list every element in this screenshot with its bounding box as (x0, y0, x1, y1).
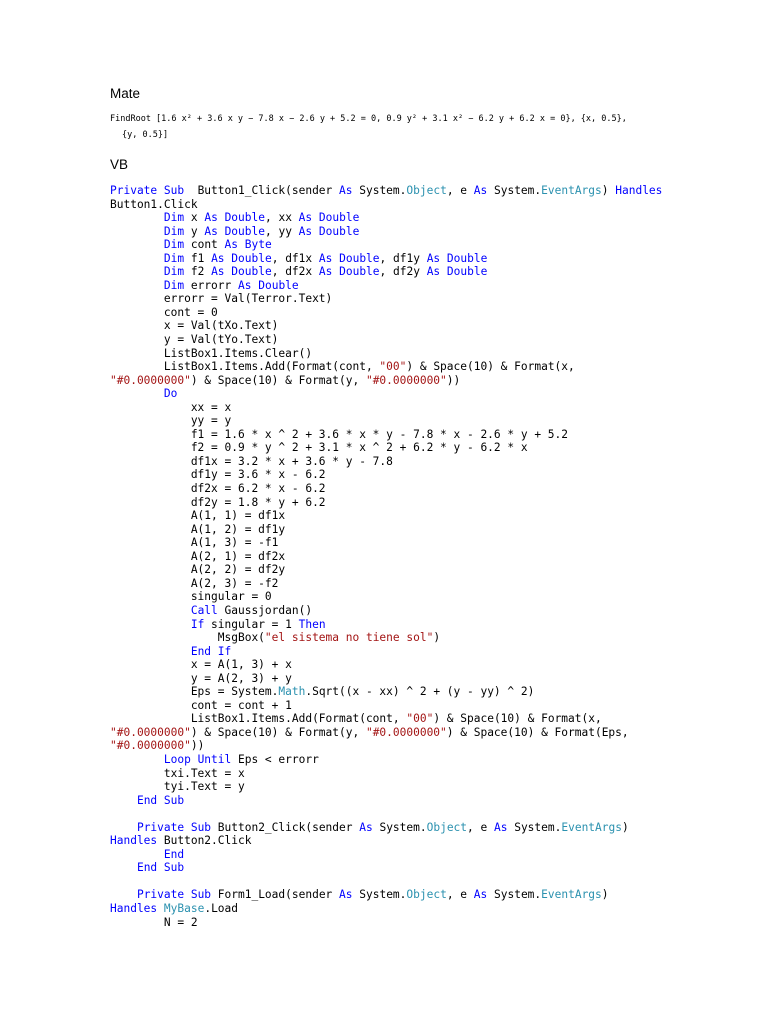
code-token: A(2, 3) = -f2 (110, 576, 279, 590)
code-token: errorr = Val(Terror.Text) (110, 292, 333, 306)
code-token: ) (601, 184, 616, 197)
code-token (110, 888, 137, 901)
code-token: Dim (163, 224, 185, 238)
code-line (110, 347, 670, 361)
code-token: ) (433, 631, 441, 645)
code-token: Object (426, 820, 468, 834)
code-token: Private Sub (110, 184, 185, 197)
code-token: , xx (264, 211, 299, 225)
code-token (440, 265, 447, 278)
code-token: .Sqrt((x - xx) ^ 2 + (y - yy) ^ 2) (305, 685, 535, 699)
code-token: MsgBox( (110, 631, 265, 645)
code-line (110, 780, 670, 794)
code-token (110, 753, 164, 766)
code-token: , e (467, 820, 494, 834)
code-line (110, 631, 670, 645)
code-token: System. (352, 888, 407, 902)
code-token: As (359, 820, 373, 834)
code-token: "00" (406, 712, 434, 726)
code-line (110, 211, 670, 225)
code-token: EventArgs (561, 820, 622, 834)
code-line (110, 902, 670, 916)
code-line (110, 794, 670, 808)
code-token: End Sub (136, 793, 185, 807)
code-token: Double (224, 224, 265, 238)
code-line (110, 645, 670, 659)
code-line (110, 577, 670, 591)
code-token: , e (446, 888, 474, 902)
code-token: df1y = 3.6 * x - 6.2 (110, 468, 326, 482)
code-token (110, 848, 164, 861)
code-token: yy = y (110, 414, 232, 428)
code-line (110, 807, 670, 821)
code-token: As (426, 251, 441, 265)
code-token (110, 252, 164, 265)
code-token: As (204, 224, 218, 238)
code-token: xx = x (110, 400, 232, 414)
code-token: cont = 0 (110, 305, 218, 319)
code-line (110, 563, 670, 577)
code-line (110, 536, 670, 550)
code-token: , df2x (271, 265, 319, 279)
code-token: Double (224, 211, 265, 225)
code-token: Byte (244, 238, 272, 252)
code-token: singular = 1 (204, 617, 299, 631)
code-line (110, 333, 670, 347)
code-token: , df1x (271, 251, 319, 265)
code-token: Handles (110, 901, 158, 915)
code-line (110, 604, 670, 618)
code-token: Call (190, 603, 218, 617)
code-token (312, 211, 319, 224)
code-line (110, 414, 670, 428)
code-token: singular = 0 (110, 590, 272, 604)
code-token: Loop Until (163, 752, 232, 766)
code-line (110, 319, 670, 333)
vb-code-block (110, 184, 670, 929)
code-token: System. (487, 184, 542, 197)
code-token: x (184, 211, 205, 225)
code-token (110, 794, 137, 807)
code-line (110, 618, 670, 632)
code-token: Double (258, 278, 299, 292)
code-token (218, 211, 225, 224)
code-token: df1x = 3.2 * x + 3.6 * y - 7.8 (110, 454, 393, 468)
code-token: y (184, 224, 205, 238)
code-token: )) (446, 373, 461, 387)
code-line (110, 875, 670, 889)
code-token: "#0.0000000" (110, 739, 191, 753)
code-token: As (204, 211, 218, 225)
code-token: Dim (163, 251, 185, 265)
code-line (110, 523, 670, 537)
code-token: As (339, 888, 353, 902)
code-token: , df2y (379, 265, 427, 279)
code-line (110, 699, 670, 713)
code-line (110, 306, 670, 320)
code-token: EventArgs (541, 184, 602, 197)
code-token: Double (339, 251, 380, 265)
findroot-line-1: FindRoot [1.6 x² + 3.6 x y − 7.8 x − 2.6 y + 5.2 = 0, 0.9 y² + 3.1 x² − 6.2 y + 6.2 x = 0}, {x, 0.5}, (110, 114, 627, 124)
code-line (110, 496, 670, 510)
code-token: ) & Space(10) & Format(Eps, (446, 725, 629, 739)
code-token: System. (352, 184, 407, 197)
code-token: f1 (184, 251, 212, 265)
code-token (110, 645, 191, 658)
code-token (440, 252, 447, 265)
code-token: Handles (110, 834, 158, 848)
code-token: "00" (379, 360, 407, 374)
code-line (110, 916, 670, 930)
code-token: ListBox1.Items.Add(Format(cont, (110, 712, 407, 726)
code-line (110, 428, 670, 442)
code-token: x = Val(tXo.Text) (110, 319, 279, 333)
code-token: A(1, 2) = df1y (110, 522, 286, 536)
code-token (218, 225, 225, 238)
code-line (110, 753, 670, 767)
code-token: End (163, 847, 185, 861)
code-token: Dim (163, 265, 185, 279)
code-token: txi.Text = x (110, 766, 245, 780)
code-token: cont (184, 238, 225, 252)
code-line (110, 590, 670, 604)
code-token: A(1, 3) = -f1 (110, 536, 279, 550)
code-line (110, 455, 670, 469)
code-token: As (493, 820, 508, 834)
code-token: Gaussjordan() (217, 603, 313, 617)
code-token: cont = cont + 1 (110, 698, 292, 712)
section-heading-mate: Mate (110, 86, 141, 101)
code-line (110, 387, 670, 401)
code-token: As (238, 278, 252, 292)
code-token: System. (487, 888, 542, 902)
code-token: Button2.Click (157, 834, 252, 848)
code-token (110, 279, 164, 292)
code-token: "el sistema no tiene sol" (264, 631, 434, 645)
code-line (110, 292, 670, 306)
code-token: As (224, 238, 239, 252)
code-token: As (339, 184, 353, 197)
code-token (110, 618, 191, 631)
code-token: Button1_Click(sender (184, 184, 340, 197)
code-token (110, 387, 164, 400)
code-token: Double (318, 224, 360, 238)
code-line (110, 374, 670, 388)
code-line (110, 509, 670, 523)
code-token: )) (190, 739, 205, 753)
code-token: y = A(2, 3) + y (110, 671, 292, 685)
code-token (157, 902, 164, 915)
code-line (110, 360, 670, 374)
code-token: Do (163, 387, 178, 401)
code-token: "#0.0000000" (110, 373, 191, 387)
code-token: "#0.0000000" (365, 373, 447, 387)
code-line (110, 482, 670, 496)
code-line (110, 441, 670, 455)
code-token: System. (372, 820, 427, 834)
section-heading-vb: VB (110, 157, 129, 172)
code-token: Dim (163, 211, 185, 225)
code-token: x = A(1, 3) + x (110, 658, 292, 672)
code-token: , e (446, 184, 474, 197)
code-line (110, 848, 670, 862)
code-token: As (473, 184, 488, 197)
code-token (110, 821, 137, 834)
code-line (110, 726, 670, 740)
code-token: Object (406, 184, 447, 197)
code-token: System. (507, 820, 562, 834)
code-token: Handles (615, 184, 663, 197)
code-token: As (473, 888, 488, 902)
code-token: Button2_Click(sender (211, 820, 360, 834)
code-line (110, 184, 670, 198)
code-token: A(2, 2) = df2y (110, 563, 286, 577)
code-token: EventArgs (541, 888, 602, 902)
code-token: A(1, 1) = df1x (110, 509, 286, 523)
code-token: ) & Space(10) & Format(x, (433, 712, 602, 726)
code-token: ) (621, 820, 629, 834)
code-line (110, 658, 670, 672)
code-token: As (426, 265, 441, 279)
code-line (110, 225, 670, 239)
code-token: tyi.Text = y (110, 780, 245, 794)
code-token: f2 (184, 265, 212, 279)
code-token (110, 225, 164, 238)
code-token: Object (406, 888, 447, 902)
code-token: Dim (163, 278, 185, 292)
code-token: Private Sub (136, 820, 212, 834)
code-token: Form1_Load(sender (211, 888, 340, 902)
code-line (110, 712, 670, 726)
code-token: errorr (184, 278, 238, 292)
code-token: ListBox1.Items.Clear() (110, 346, 313, 360)
code-token: "#0.0000000" (365, 725, 447, 739)
code-token: As (211, 251, 225, 265)
code-line (110, 767, 670, 781)
code-token (110, 265, 164, 278)
code-token: As (318, 251, 333, 265)
code-token (110, 211, 164, 224)
code-token: ) & Space(10) & Format(y, (190, 373, 366, 387)
code-line (110, 888, 670, 902)
code-token: Double (339, 265, 380, 279)
code-token: If (190, 617, 205, 631)
code-token: N = 2 (110, 915, 198, 929)
code-token: ) & Space(10) & Format(x, (406, 360, 575, 374)
code-line (110, 821, 670, 835)
code-token: As (298, 224, 313, 238)
code-line (110, 834, 670, 848)
code-token: y = Val(tYo.Text) (110, 333, 279, 347)
code-token: Double (446, 251, 488, 265)
code-token: f1 = 1.6 * x ^ 2 + 3.6 * x * y - 7.8 * x - 2.6 * y + 5.2 (110, 427, 569, 441)
code-line (110, 401, 670, 415)
code-token: End Sub (136, 861, 185, 875)
code-token: .Load (204, 901, 239, 915)
code-token: ) & Space(10) & Format(y, (190, 725, 366, 739)
code-token: , df1y (379, 251, 427, 265)
code-line (110, 468, 670, 482)
code-token: Eps = System. (110, 685, 279, 699)
code-token: End If (190, 644, 232, 658)
code-token: df2x = 6.2 * x - 6.2 (110, 482, 326, 496)
code-line (110, 198, 670, 212)
code-token: Then (298, 617, 326, 631)
code-token: As (211, 265, 225, 279)
code-token: Dim (163, 238, 185, 252)
code-line (110, 685, 670, 699)
code-token: "#0.0000000" (110, 725, 191, 739)
code-line (110, 739, 670, 753)
code-token (110, 604, 191, 617)
code-token: Double (231, 251, 272, 265)
code-line (110, 265, 670, 279)
code-token: f2 = 0.9 * y ^ 2 + 3.1 * x ^ 2 + 6.2 * y - 6.2 * x (110, 441, 528, 455)
code-token: As (318, 265, 333, 279)
code-token: As (298, 211, 313, 225)
code-token: Double (231, 265, 272, 279)
findroot-formula (110, 112, 670, 146)
code-line (110, 252, 670, 266)
code-token: Private Sub (136, 888, 212, 902)
code-token: ) (601, 888, 609, 902)
code-token: Double (318, 211, 360, 225)
code-line (110, 672, 670, 686)
code-token: df2y = 1.8 * y + 6.2 (110, 495, 326, 509)
code-token: Double (446, 265, 488, 279)
code-token: Math (278, 685, 306, 699)
code-token (312, 225, 319, 238)
code-token (110, 238, 164, 251)
code-token (238, 238, 245, 251)
code-token: Button1.Click (110, 197, 198, 211)
code-line (110, 279, 670, 293)
code-token (110, 861, 137, 874)
code-line (110, 550, 670, 564)
code-token: MyBase (163, 901, 205, 915)
code-line (110, 861, 670, 875)
code-line (110, 238, 670, 252)
code-token: A(2, 1) = df2x (110, 549, 286, 563)
code-token: ListBox1.Items.Add(Format(cont, (110, 360, 380, 374)
code-token: Eps < errorr (231, 752, 319, 766)
findroot-line-2: {y, 0.5}] (122, 130, 169, 140)
code-token: , yy (264, 224, 299, 238)
